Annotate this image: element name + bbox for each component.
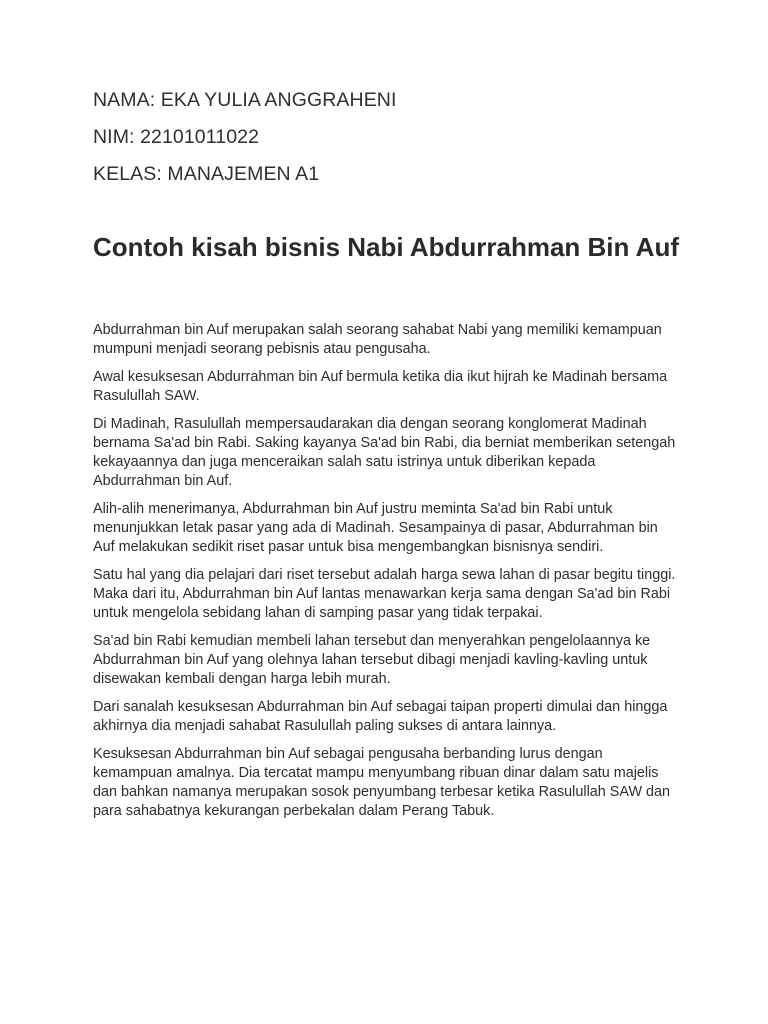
paragraph: Dari sanalah kesuksesan Abdurrahman bin Auf sebagai taipan properti dimulai dan hingga akhirnya dia menjadi sahabat Rasulullah paling sukses di antara lainnya. <box>93 699 668 734</box>
paragraph: Sa'ad bin Rabi kemudian membeli lahan tersebut dan menyerahkan pengelolaannya ke Abdurrahman bin Auf yang olehnya lahan tersebut dibagi menjadi kavling-kavling untuk disewakan kembali dengan harga lebih murah. <box>93 633 651 687</box>
paragraph: Awal kesuksesan Abdurrahman bin Auf bermula ketika dia ikut hijrah ke Madinah bersama Rasulullah SAW. <box>93 369 668 404</box>
paragraph: Alih-alih menerimanya, Abdurrahman bin Auf justru meminta Sa'ad bin Rabi untuk menunjukkan letak pasar yang ada di Madinah. Sesampainya di pasar, Abdurrahman bin Auf melakukan sedikit riset pasar untuk bisa mengembangkan bisnisnya sendiri. <box>93 501 658 555</box>
student-class: KELAS: MANAJEMEN A1 <box>93 163 320 185</box>
paragraph: Abdurrahman bin Auf merupakan salah seorang sahabat Nabi yang memiliki kemampuan mumpuni menjadi seorang pebisnis atau pengusaha. <box>93 322 662 357</box>
student-nim: NIM: 22101011022 <box>93 126 260 148</box>
document-title: Contoh kisah bisnis Nabi Abdurrahman Bin Auf <box>93 232 679 262</box>
student-identity <box>93 88 676 187</box>
document-body <box>93 321 676 821</box>
paragraph: Satu hal yang dia pelajari dari riset tersebut adalah harga sewa lahan di pasar begitu tinggi. Maka dari itu, Abdurrahman bin Auf lantas menawarkan kerja sama dengan Sa'ad bin Rabi untuk mengelola sebidang lahan di samping pasar yang tidak terpakai. <box>93 567 676 621</box>
student-name: NAMA: EKA YULIA ANGGRAHENI <box>93 89 397 111</box>
paragraph: Di Madinah, Rasulullah mempersaudarakan dia dengan seorang konglomerat Madinah bernama Sa'ad bin Rabi. Saking kayanya Sa'ad bin Rabi, dia berniat memberikan setengah kekayaannya dan juga menceraikan salah satu istrinya untuk diberikan kepada Abdurrahman bin Auf. <box>93 416 676 489</box>
paragraph: Kesuksesan Abdurrahman bin Auf sebagai pengusaha berbanding lurus dengan kemampuan amalnya. Dia tercatat mampu menyumbang ribuan dinar dalam satu majelis dan bahkan namanya merupakan sosok penyumbang terbesar ketika Rasulullah SAW dan para sahabatnya kekurangan perbekalan dalam Perang Tabuk. <box>93 746 671 819</box>
